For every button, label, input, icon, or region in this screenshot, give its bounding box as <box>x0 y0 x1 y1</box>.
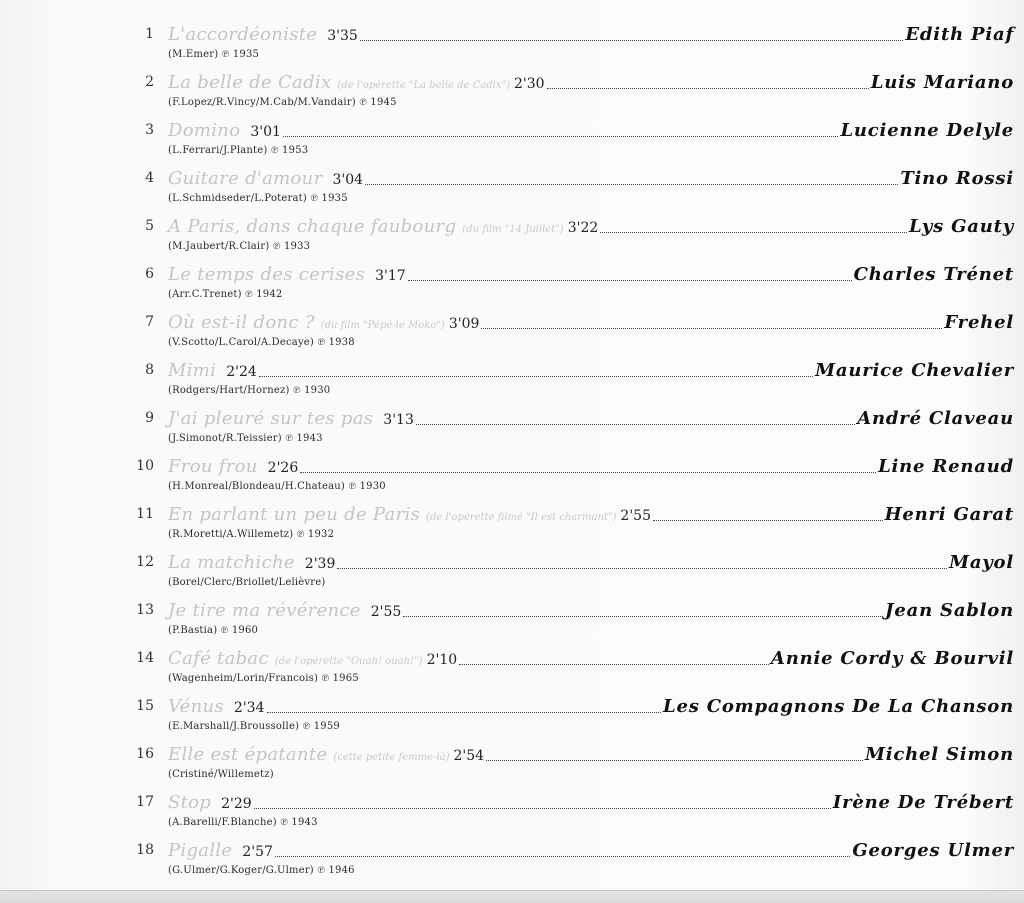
track-title: Guitare d'amour <box>168 168 323 189</box>
dot-leader <box>459 664 769 665</box>
track-number: 9 <box>145 410 154 426</box>
track-duration: 2'55 <box>620 508 651 524</box>
track-row <box>130 744 1014 792</box>
track-title: Où est-il donc ? <box>168 312 315 333</box>
track-title: Frou frou <box>168 456 258 477</box>
track-duration: 2'10 <box>426 652 458 668</box>
track-credits: (E.Marshall/J.Broussolle) ℗ 1959 <box>168 721 340 732</box>
track-row <box>130 264 1014 312</box>
track-duration: 3'01 <box>250 124 281 140</box>
track-title: Le temps des cerises <box>168 264 366 285</box>
track-title: Vénus <box>168 696 224 717</box>
track-title: J'ai pleuré sur tes pas <box>168 408 374 429</box>
track-number: 8 <box>145 362 154 378</box>
track-artist: Irène De Trébert <box>832 792 1014 813</box>
track-row <box>130 360 1014 408</box>
track-title: Domino <box>168 120 241 141</box>
track-duration: 2'26 <box>267 460 299 476</box>
track-title: Pigalle <box>168 840 233 861</box>
track-artist: Lys Gauty <box>909 216 1014 237</box>
track-credits: (Arr.C.Trenet) ℗ 1942 <box>168 289 283 300</box>
track-artist: Les Compagnons De La Chanson <box>662 696 1014 717</box>
track-number: 12 <box>136 554 154 570</box>
track-duration: 3'35 <box>327 28 358 44</box>
track-row <box>130 648 1014 696</box>
track-duration: 3'13 <box>383 412 414 428</box>
track-row <box>130 600 1014 648</box>
track-credits: (A.Barelli/F.Blanche) ℗ 1943 <box>168 817 318 828</box>
track-artist: Maurice Chevalier <box>815 360 1014 381</box>
dot-leader <box>416 424 855 425</box>
track-title: En parlant un peu de Paris <box>168 504 421 525</box>
track-artist: André Claveau <box>857 408 1014 429</box>
track-number: 3 <box>145 122 154 138</box>
dot-leader <box>365 184 898 185</box>
track-credits: (M.Jaubert/R.Clair) ℗ 1933 <box>168 241 311 252</box>
track-duration: 3'22 <box>567 220 599 236</box>
track-credits: (F.Lopez/R.Vincy/M.Cab/M.Vandair) ℗ 1945 <box>168 97 397 108</box>
track-row <box>130 216 1014 264</box>
track-artist: Jean Sablon <box>885 600 1014 621</box>
track-credits: (Borel/Clerc/Briollet/Lelièvre) <box>168 577 326 588</box>
track-number: 1 <box>145 26 154 42</box>
track-number: 10 <box>136 458 154 474</box>
track-row <box>130 408 1014 456</box>
track-row <box>130 840 1014 888</box>
track-number: 16 <box>136 746 154 762</box>
track-note: (de l'opérette filmé "Il est charmant") <box>426 512 617 523</box>
track-artist: Charles Trénet <box>853 264 1014 285</box>
track-number: 7 <box>145 314 154 330</box>
dot-leader <box>486 760 863 761</box>
track-number: 4 <box>145 170 154 186</box>
track-row <box>130 24 1014 72</box>
track-title: L'accordéoniste <box>168 24 318 45</box>
track-row <box>130 552 1014 600</box>
track-row <box>130 312 1014 360</box>
track-row <box>130 120 1014 168</box>
track-title: Elle est épatante <box>168 744 328 765</box>
track-title: Café tabac <box>168 648 269 669</box>
track-number: 5 <box>145 218 154 234</box>
track-credits: (J.Simonot/R.Teissier) ℗ 1943 <box>168 433 323 444</box>
dot-leader <box>275 856 850 857</box>
dot-leader <box>259 376 813 377</box>
dot-leader <box>254 808 831 809</box>
track-credits: (L.Schmidseder/L.Poterat) ℗ 1935 <box>168 193 348 204</box>
track-credits: (Wagenheim/Lorin/Francois) ℗ 1965 <box>168 673 359 684</box>
track-credits: (Rodgers/Hart/Hornez) ℗ 1930 <box>168 385 331 396</box>
dot-leader <box>337 568 947 569</box>
track-title: Stop <box>168 792 212 813</box>
track-credits: (L.Ferrari/J.Plante) ℗ 1953 <box>168 145 309 156</box>
track-number: 13 <box>136 602 154 618</box>
track-number: 18 <box>136 842 154 858</box>
track-credits: (Cristiné/Willemetz) <box>168 769 274 780</box>
dot-leader <box>360 40 904 41</box>
track-duration: 2'54 <box>453 748 485 764</box>
track-note: (du film "Pépé-le Moko") <box>320 320 445 331</box>
track-duration: 3'04 <box>332 172 364 188</box>
track-duration: 2'30 <box>513 76 545 92</box>
track-row <box>130 696 1014 744</box>
track-artist: Luis Mariano <box>870 72 1014 93</box>
tracklist <box>130 24 1014 888</box>
track-credits: (G.Ulmer/G.Koger/G.Ulmer) ℗ 1946 <box>168 865 355 876</box>
track-title: A Paris, dans chaque faubourg <box>168 216 457 237</box>
track-row <box>130 168 1014 216</box>
track-credits: (R.Moretti/A.Willemetz) ℗ 1932 <box>168 529 335 540</box>
track-row <box>130 72 1014 120</box>
track-duration: 3'09 <box>448 316 480 332</box>
track-duration: 2'39 <box>304 556 336 572</box>
dot-leader <box>300 472 876 473</box>
track-artist: Frehel <box>944 312 1014 333</box>
track-duration: 3'17 <box>375 268 406 284</box>
track-credits: (H.Monreal/Blondeau/H.Chateau) ℗ 1930 <box>168 481 386 492</box>
track-number: 2 <box>145 74 154 90</box>
track-row <box>130 792 1014 840</box>
track-duration: 2'55 <box>370 604 402 620</box>
track-credits: (M.Emer) ℗ 1935 <box>168 49 260 60</box>
track-row <box>130 504 1014 552</box>
track-duration: 2'29 <box>221 796 252 812</box>
track-credits: (V.Scotto/L.Carol/A.Decaye) ℗ 1938 <box>168 337 355 348</box>
track-duration: 2'57 <box>242 844 273 860</box>
track-note: (de l'opérette "Ouah! ouah!") <box>274 656 423 667</box>
dot-leader <box>267 712 661 713</box>
dot-leader <box>481 328 942 329</box>
track-artist: Georges Ulmer <box>852 840 1014 861</box>
track-title: Je tire ma révérence <box>168 600 361 621</box>
track-number: 15 <box>136 698 154 714</box>
track-duration: 2'24 <box>226 364 257 380</box>
track-number: 6 <box>145 266 154 282</box>
track-row <box>130 456 1014 504</box>
dot-leader <box>653 520 883 521</box>
track-number: 17 <box>136 794 154 810</box>
track-note: (de l'opérette "La belle de Cadix") <box>337 80 510 91</box>
dot-leader <box>403 616 883 617</box>
track-duration: 2'34 <box>233 700 265 716</box>
track-note: (cette petite femme-là) <box>333 752 450 763</box>
track-number: 14 <box>136 650 154 666</box>
track-artist: Edith Piaf <box>905 24 1014 45</box>
dot-leader <box>600 232 907 233</box>
track-artist: Tino Rossi <box>900 168 1014 189</box>
track-artist: Line Renaud <box>878 456 1014 477</box>
track-artist: Henri Garat <box>884 504 1014 525</box>
track-title: Mimi <box>168 360 217 381</box>
track-note: (du film "14 Juillet") <box>462 224 564 235</box>
track-artist: Annie Cordy & Bourvil <box>770 648 1014 669</box>
dot-leader <box>547 88 869 89</box>
dot-leader <box>408 280 852 281</box>
track-title: La matchiche <box>168 552 295 573</box>
track-title: La belle de Cadix <box>168 72 332 93</box>
track-credits: (P.Bastia) ℗ 1960 <box>168 625 259 636</box>
track-artist: Michel Simon <box>865 744 1014 765</box>
track-number: 11 <box>136 506 154 522</box>
dot-leader <box>283 136 839 137</box>
track-artist: Mayol <box>949 552 1014 573</box>
page-bottom-edge <box>0 890 1024 903</box>
track-artist: Lucienne Delyle <box>840 120 1014 141</box>
